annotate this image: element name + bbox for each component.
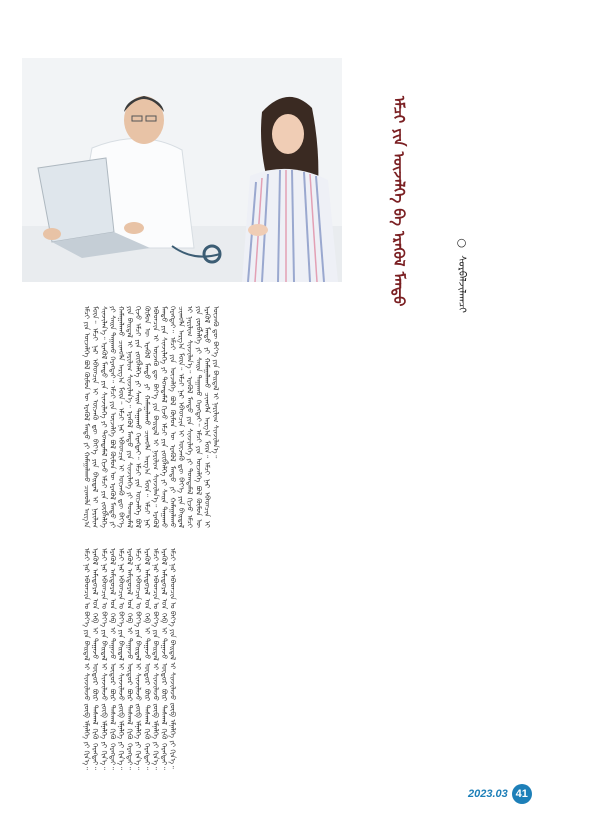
author-name: ᠰᠤᠷᠪᠠᠯᠵᠢᠯᠠᠭᠴᠢ [456, 255, 467, 313]
body-text-lower: ᠡᠮᠴᠢ ᠨᠠᠷ ᠡᠪᠡᠳᠴᠢᠨ ᠤ ᠪᠡᠶ᠎ᠡ ᠶᠢᠨ ᠪᠠᠢᠳᠠᠯ ᠢ ᠰᠢᠨᠵᠢᠯᠡᠵᠦ ᠵᠥᠪ ᠡᠮᠨᠡᠯᠭᠡ ᠶᠢ ᠬᠢᠨ᠎ᠡ᠃ ᠡᠷᠡᠭᠦᠯ ᠠᠮᠢᠳᠤᠷᠠᠯ ᠤᠨ ᠬᠡᠪ ᠢ ᠳᠠᠭᠠᠵᠦ ᠥᠳᠦᠷ ᠪᠦᠷ ᠳᠠᠰᠬᠠᠯ ᠬᠢᠬᠦ ᠬᠡᠷᠡᠭᠲᠡᠢ᠃ ᠡᠮᠴᠢ ᠨᠠᠷ ᠡᠪᠡᠳᠴᠢᠨ ᠤ ᠪᠡᠶ᠎ᠡ ᠶᠢᠨ ᠪᠠᠢᠳᠠᠯ ᠢ ᠰᠢᠨᠵᠢᠯᠡᠵᠦ ᠵᠥᠪ ᠡᠮᠨᠡᠯᠭᠡ ᠶᠢ ᠬᠢᠨ᠎ᠡ᠃ ᠡᠷᠡᠭᠦᠯ ᠠᠮᠢᠳᠤᠷᠠᠯ ᠤᠨ ᠬᠡᠪ ᠢ ᠳᠠᠭᠠᠵᠦ ᠥᠳᠦᠷ ᠪᠦᠷ ᠳᠠᠰᠬᠠᠯ ᠬᠢᠬᠦ ᠬᠡᠷᠡᠭᠲᠡᠢ᠃ ᠡᠮᠴᠢ ᠨᠠᠷ ᠡᠪᠡᠳᠴᠢᠨ ᠤ ᠪᠡᠶ᠎ᠡ ᠶᠢᠨ ᠪᠠᠢᠳᠠᠯ ᠢ ᠰᠢᠨᠵᠢᠯᠡᠵᠦ ᠵᠥᠪ ᠡᠮᠨᠡᠯᠭᠡ ᠶᠢ ᠬᠢᠨ᠎ᠡ᠃ ᠡᠷᠡᠭᠦᠯ ᠠᠮᠢᠳᠤᠷᠠᠯ ᠤᠨ ᠬᠡᠪ ᠢ ᠳᠠᠭᠠᠵᠦ ᠥᠳᠦᠷ ᠪᠦᠷ ᠳᠠᠰᠬᠠᠯ ᠬᠢᠬᠦ ᠬᠡᠷᠡᠭᠲᠡᠢ᠃ ᠡᠮᠴᠢ ᠨᠠᠷ ᠡᠪᠡᠳᠴᠢᠨ ᠤ ᠪᠡᠶ᠎ᠡ ᠶᠢᠨ ᠪᠠᠢᠳᠠᠯ ᠢ ᠰᠢᠨᠵᠢᠯᠡᠵᠦ ᠵᠥᠪ ᠡᠮᠨᠡᠯᠭᠡ ᠶᠢ ᠬᠢᠨ᠎ᠡ᠃ ᠡᠷᠡᠭᠦᠯ ᠠᠮᠢᠳᠤᠷᠠᠯ ᠤᠨ ᠬᠡᠪ ᠢ ᠳᠠᠭᠠᠵᠦ ᠥᠳᠦᠷ ᠪᠦᠷ ᠳᠠᠰᠬᠠᠯ ᠬᠢᠬᠦ ᠬᠡᠷᠡᠭᠲᠡᠢ᠃ ᠡᠮᠴᠢ ᠨᠠᠷ ᠡᠪᠡᠳᠴᠢᠨ ᠤ ᠪᠡᠶ᠎ᠡ ᠶᠢᠨ ᠪᠠᠢᠳᠠᠯ ᠢ ᠰᠢᠨᠵᠢᠯᠡᠵᠦ ᠵᠥᠪ ᠡᠮᠨᠡᠯᠭᠡ ᠶᠢ ᠬᠢᠨ᠎ᠡ᠃ ᠡᠷᠡᠭᠦᠯ ᠠᠮᠢᠳᠤᠷᠠᠯ ᠤᠨ ᠬᠡᠪ ᠢ ᠳᠠᠭᠠᠵᠦ ᠥᠳᠦᠷ ᠪᠦᠷ ᠳᠠᠰᠬᠠᠯ ᠬᠢᠬᠦ ᠬᠡᠷᠡᠭᠲᠡᠢ᠃ ᠡᠮᠴᠢ ᠨᠠᠷ ᠡᠪᠡᠳᠴᠢᠨ ᠤ ᠪᠡᠶ᠎ᠡ ᠶᠢᠨ ᠪᠠᠢᠳᠠᠯ ᠢ ᠰᠢᠨᠵᠢᠯᠡᠵᠦ ᠵᠥᠪ ᠡᠮᠨᠡᠯᠭᠡ ᠶᠢ ᠬᠢᠨ᠎ᠡ᠃ [82, 548, 178, 770]
body-text-upper: ᠡᠮᠴᠢ ᠶᠢᠨ ᠦᠵᠡᠯᠭᠡ ᠪᠣᠯ ᠬᠦᠮᠦᠨ ᠦ ᠡᠷᠡᠭᠦᠯ ᠮᠡᠨᠳᠦ ᠶᠢ ᠬᠠᠮᠠᠭᠠᠯᠠᠬᠤ ᠴᠢᠬᠤᠯᠠ ᠠᠷᠭ᠎ᠠ ᠮᠥᠨ᠃ ᠡᠮᠴᠢ ᠨᠠᠷ ᠡᠪᠡᠳᠴᠢᠨ ᠢ ᠦᠵᠡᠬᠦ ᠳᠦ ᠪᠡᠶ᠎ᠡ ᠶᠢᠨ ᠪᠠᠢᠳᠠᠯ ᠢ ᠨᠠᠷᠢᠯᠢᠭ ᠰᠢᠨᠵᠢᠯᠡᠨ᠎ᠡ᠃ ᠡᠷᠡᠭᠦᠯ ᠮᠡᠨᠳᠦ ᠶᠢᠨ ᠰᠢᠨᠵᠢᠯᠡᠭᠡ ᠶᠢ ᠲᠣᠭᠲᠠᠮᠠᠯ ᠬᠢᠵᠦ ᠡᠮᠴᠢ ᠶᠢᠨ ᠵᠥᠪᠯᠡᠯᠭᠡ ᠶᠢ ᠰᠠᠢᠨ ᠳᠠᠭᠠᠬᠤ ᠬᠡᠷᠡᠭᠲᠡᠢ᠃ ᠡᠮᠴᠢ ᠶᠢᠨ ᠦᠵᠡᠯᠭᠡ ᠪᠣᠯ ᠬᠦᠮᠦᠨ ᠦ ᠡᠷᠡᠭᠦᠯ ᠮᠡᠨᠳᠦ ᠶᠢ ᠬᠠᠮᠠᠭᠠᠯᠠᠬᠤ ᠴᠢᠬᠤᠯᠠ ᠠᠷᠭ᠎ᠠ ᠮᠥᠨ᠃ ᠡᠮᠴᠢ ᠨᠠᠷ ᠡᠪᠡᠳᠴᠢᠨ ᠢ ᠦᠵᠡᠬᠦ ᠳᠦ ᠪᠡᠶ᠎ᠡ ᠶᠢᠨ ᠪᠠᠢᠳᠠᠯ ᠢ ᠨᠠᠷᠢᠯᠢᠭ ᠰᠢᠨᠵᠢᠯᠡᠨ᠎ᠡ᠃ ᠡᠷᠡᠭᠦᠯ ᠮᠡᠨᠳᠦ ᠶᠢᠨ ᠰᠢᠨᠵᠢᠯᠡᠭᠡ ᠶᠢ ᠲᠣᠭᠲᠠᠮᠠᠯ ᠬᠢᠵᠦ ᠡᠮᠴᠢ ᠶᠢᠨ ᠵᠥᠪᠯᠡᠯᠭᠡ ᠶᠢ ᠰᠠᠢᠨ ᠳᠠᠭᠠᠬᠤ ᠬᠡᠷᠡᠭᠲᠡᠢ᠃ ᠡᠮᠴᠢ ᠶᠢᠨ ᠦᠵᠡᠯᠭᠡ ᠪᠣᠯ ᠬᠦᠮᠦᠨ ᠦ ᠡᠷᠡᠭᠦᠯ ᠮᠡᠨᠳᠦ ᠶᠢ ᠬᠠᠮᠠᠭᠠᠯᠠᠬᠤ ᠴᠢᠬᠤᠯᠠ ᠠᠷᠭ᠎ᠠ ᠮᠥᠨ᠃ ᠡᠮᠴᠢ ᠨᠠᠷ ᠡᠪᠡᠳᠴᠢᠨ ᠢ ᠦᠵᠡᠬᠦ ᠳᠦ ᠪᠡᠶ᠎ᠡ ᠶᠢᠨ ᠪᠠᠢᠳᠠᠯ ᠢ ᠨᠠᠷᠢᠯᠢᠭ ᠰᠢᠨᠵᠢᠯᠡᠨ᠎ᠡ᠃ ᠡᠷᠡᠭᠦᠯ ᠮᠡᠨᠳᠦ ᠶᠢᠨ ᠰᠢᠨᠵᠢᠯᠡᠭᠡ ᠶᠢ ᠲᠣᠭᠲᠠᠮᠠᠯ ᠬᠢᠵᠦ ᠡᠮᠴᠢ ᠶᠢᠨ ᠵᠥᠪᠯᠡᠯᠭᠡ ᠶᠢ ᠰᠠᠢᠨ ᠳᠠᠭᠠᠬᠤ ᠬᠡᠷᠡᠭᠲᠡᠢ᠃ ᠡᠮᠴᠢ ᠶᠢᠨ ᠦᠵᠡᠯᠭᠡ ᠪᠣᠯ ᠬᠦᠮᠦᠨ ᠦ ᠡᠷᠡᠭᠦᠯ ᠮᠡᠨᠳᠦ ᠶᠢ ᠬᠠᠮᠠᠭᠠᠯᠠᠬᠤ ᠴᠢᠬᠤᠯᠠ ᠠᠷᠭ᠎ᠠ ᠮᠥᠨ᠃ ᠡᠮᠴᠢ ᠨᠠᠷ ᠡᠪᠡᠳᠴᠢᠨ ᠢ ᠦᠵᠡᠬᠦ ᠳᠦ ᠪᠡᠶ᠎ᠡ ᠶᠢᠨ ᠪᠠᠢᠳᠠᠯ ᠢ ᠨᠠᠷᠢᠯᠢᠭ ᠰᠢᠨᠵᠢᠯᠡᠨ᠎ᠡ᠃ ᠡᠷᠡᠭᠦᠯ ᠮᠡᠨᠳᠦ ᠶᠢᠨ ᠰᠢᠨᠵᠢᠯᠡᠭᠡ ᠶᠢ ᠲᠣᠭᠲᠠᠮᠠᠯ ᠬᠢᠵᠦ ᠡᠮᠴᠢ ᠶᠢᠨ ᠵᠥᠪᠯᠡᠯᠭᠡ ᠶᠢ ᠰᠠᠢᠨ ᠳᠠᠭᠠᠬᠤ ᠬᠡᠷᠡᠭᠲᠡᠢ᠃ ᠡᠮᠴᠢ ᠶᠢᠨ ᠦᠵᠡᠯᠭᠡ ᠪᠣᠯ ᠬᠦᠮᠦᠨ ᠦ ᠡᠷᠡᠭᠦᠯ ᠮᠡᠨᠳᠦ ᠶᠢ ᠬᠠᠮᠠᠭᠠᠯᠠᠬᠤ ᠴᠢᠬᠤᠯᠠ ᠠᠷᠭ᠎ᠠ ᠮᠥᠨ᠃ ᠡᠮᠴᠢ ᠨᠠᠷ ᠡᠪᠡᠳᠴᠢᠨ ᠢ ᠦᠵᠡᠬᠦ ᠳᠦ ᠪᠡᠶ᠎ᠡ ᠶᠢᠨ ᠪᠠᠢᠳᠠᠯ ᠢ ᠨᠠᠷᠢᠯᠢᠭ ᠰᠢᠨᠵᠢᠯᠡᠨ᠎ᠡ᠃ [82, 306, 221, 528]
photo-illustration [22, 58, 342, 282]
byline-bullet: ○ [455, 236, 468, 249]
issue-date: 2023.03 [468, 788, 508, 800]
article-title: ᠡᠮᠴᠢ ᠶᠢᠨ ᠦᠵᠡᠯᠭᠡ ᠪᠠ ᠡᠷᠡᠭᠦᠯ ᠮᠡᠨᠳᠦ [390, 96, 408, 307]
page-number: 41 [512, 784, 532, 804]
page-footer [468, 784, 532, 804]
doctor-patient-photo [22, 58, 342, 282]
author-byline [452, 236, 470, 313]
